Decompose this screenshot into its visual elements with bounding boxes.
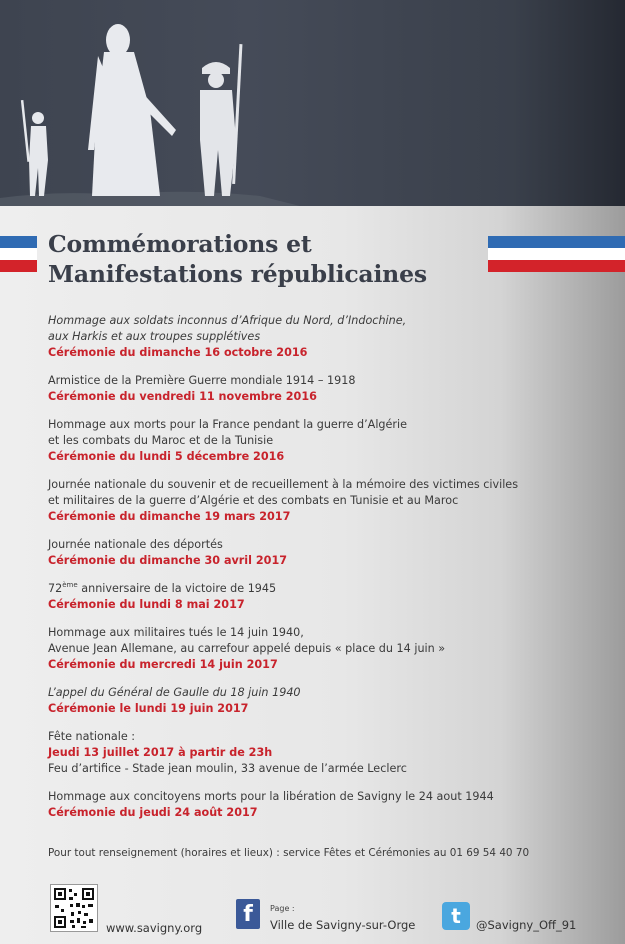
flag-stripes-left [0, 236, 37, 272]
title-line-2: Manifestations républicaines [48, 260, 427, 288]
event-ceremony-date: Cérémonie du jeudi 24 août 2017 [48, 806, 258, 819]
event-description: L’appel du Général de Gaulle du 18 juin 1940 [48, 686, 301, 699]
event-extra-info: Feu d’artifice - Stade jean moulin, 33 avenue de l’armée Leclerc [48, 762, 407, 775]
soldier-silhouettes-image [0, 0, 625, 206]
twitter-icon[interactable]: t [442, 902, 470, 930]
contact-info: Pour tout renseignement (horaires et lieux) : service Fêtes et Cérémonies au 01 69 54 40 70 [48, 847, 530, 859]
event-description: Journée nationale du souvenir et de recueillement à la mémoire des victimes civiles et militaires de la guerre d’Algérie et des combats en Tunisie et au Maroc [48, 478, 519, 507]
event-ceremony-date: Jeudi 13 juillet 2017 à partir de 23h [48, 746, 273, 759]
event-item [48, 729, 588, 777]
event-item [48, 789, 588, 821]
event-item [48, 417, 588, 465]
website-link[interactable]: www.savigny.org [106, 921, 203, 935]
anniversary-text: anniversaire de la victoire de 1945 [77, 582, 277, 595]
event-item [48, 373, 588, 405]
page-title [48, 229, 488, 289]
event-ceremony-date: Cérémonie du dimanche 16 octobre 2016 [48, 346, 308, 359]
event-item [48, 685, 588, 717]
event-description: Fête nationale : [48, 730, 136, 743]
qr-code-icon[interactable] [50, 884, 98, 932]
event-ceremony-date: Cérémonie du vendredi 11 novembre 2016 [48, 390, 317, 403]
events-list [48, 313, 588, 833]
event-description: Hommage aux concitoyens morts pour la libération de Savigny le 24 aout 1944 [48, 790, 494, 803]
event-description: Hommage aux soldats inconnus d’Afrique du Nord, d’Indochine, aux Harkis et aux troupes supplétives [48, 314, 407, 343]
event-ceremony-date: Cérémonie le lundi 19 juin 2017 [48, 702, 249, 715]
event-description: Journée nationale des déportés [48, 538, 223, 551]
event-ceremony-date: Cérémonie du lundi 8 mai 2017 [48, 598, 245, 611]
event-description: Hommage aux militaires tués le 14 juin 1940, Avenue Jean Allemane, au carrefour appelé depuis « place du 14 juin » [48, 626, 446, 655]
event-ceremony-date: Cérémonie du lundi 5 décembre 2016 [48, 450, 285, 463]
facebook-page-name[interactable]: Ville de Savigny-sur-Orge [270, 918, 416, 932]
event-description: Armistice de la Première Guerre mondiale 1914 – 1918 [48, 374, 356, 387]
facebook-icon[interactable]: f [236, 899, 260, 929]
event-item [48, 537, 588, 569]
event-ceremony-date: Cérémonie du dimanche 30 avril 2017 [48, 554, 288, 567]
event-description [48, 581, 588, 597]
twitter-handle[interactable]: @Savigny_Off_91 [476, 918, 577, 932]
flag-stripes-right [488, 236, 625, 272]
event-item [48, 477, 588, 525]
anniversary-suffix: ème [62, 581, 78, 589]
soldiers-banner [0, 0, 625, 206]
facebook-page-label: Page : [270, 904, 295, 913]
event-description: Hommage aux morts pour la France pendant la guerre d’Algérie et les combats du Maroc et de la Tunisie [48, 418, 408, 447]
anniversary-number: 72 [48, 582, 63, 595]
event-item [48, 313, 588, 361]
footer [0, 884, 625, 944]
event-ceremony-date: Cérémonie du mercredi 14 juin 2017 [48, 658, 278, 671]
event-item [48, 581, 588, 613]
title-line-1: Commémorations et [48, 230, 312, 258]
event-item [48, 625, 588, 673]
event-ceremony-date: Cérémonie du dimanche 19 mars 2017 [48, 510, 291, 523]
